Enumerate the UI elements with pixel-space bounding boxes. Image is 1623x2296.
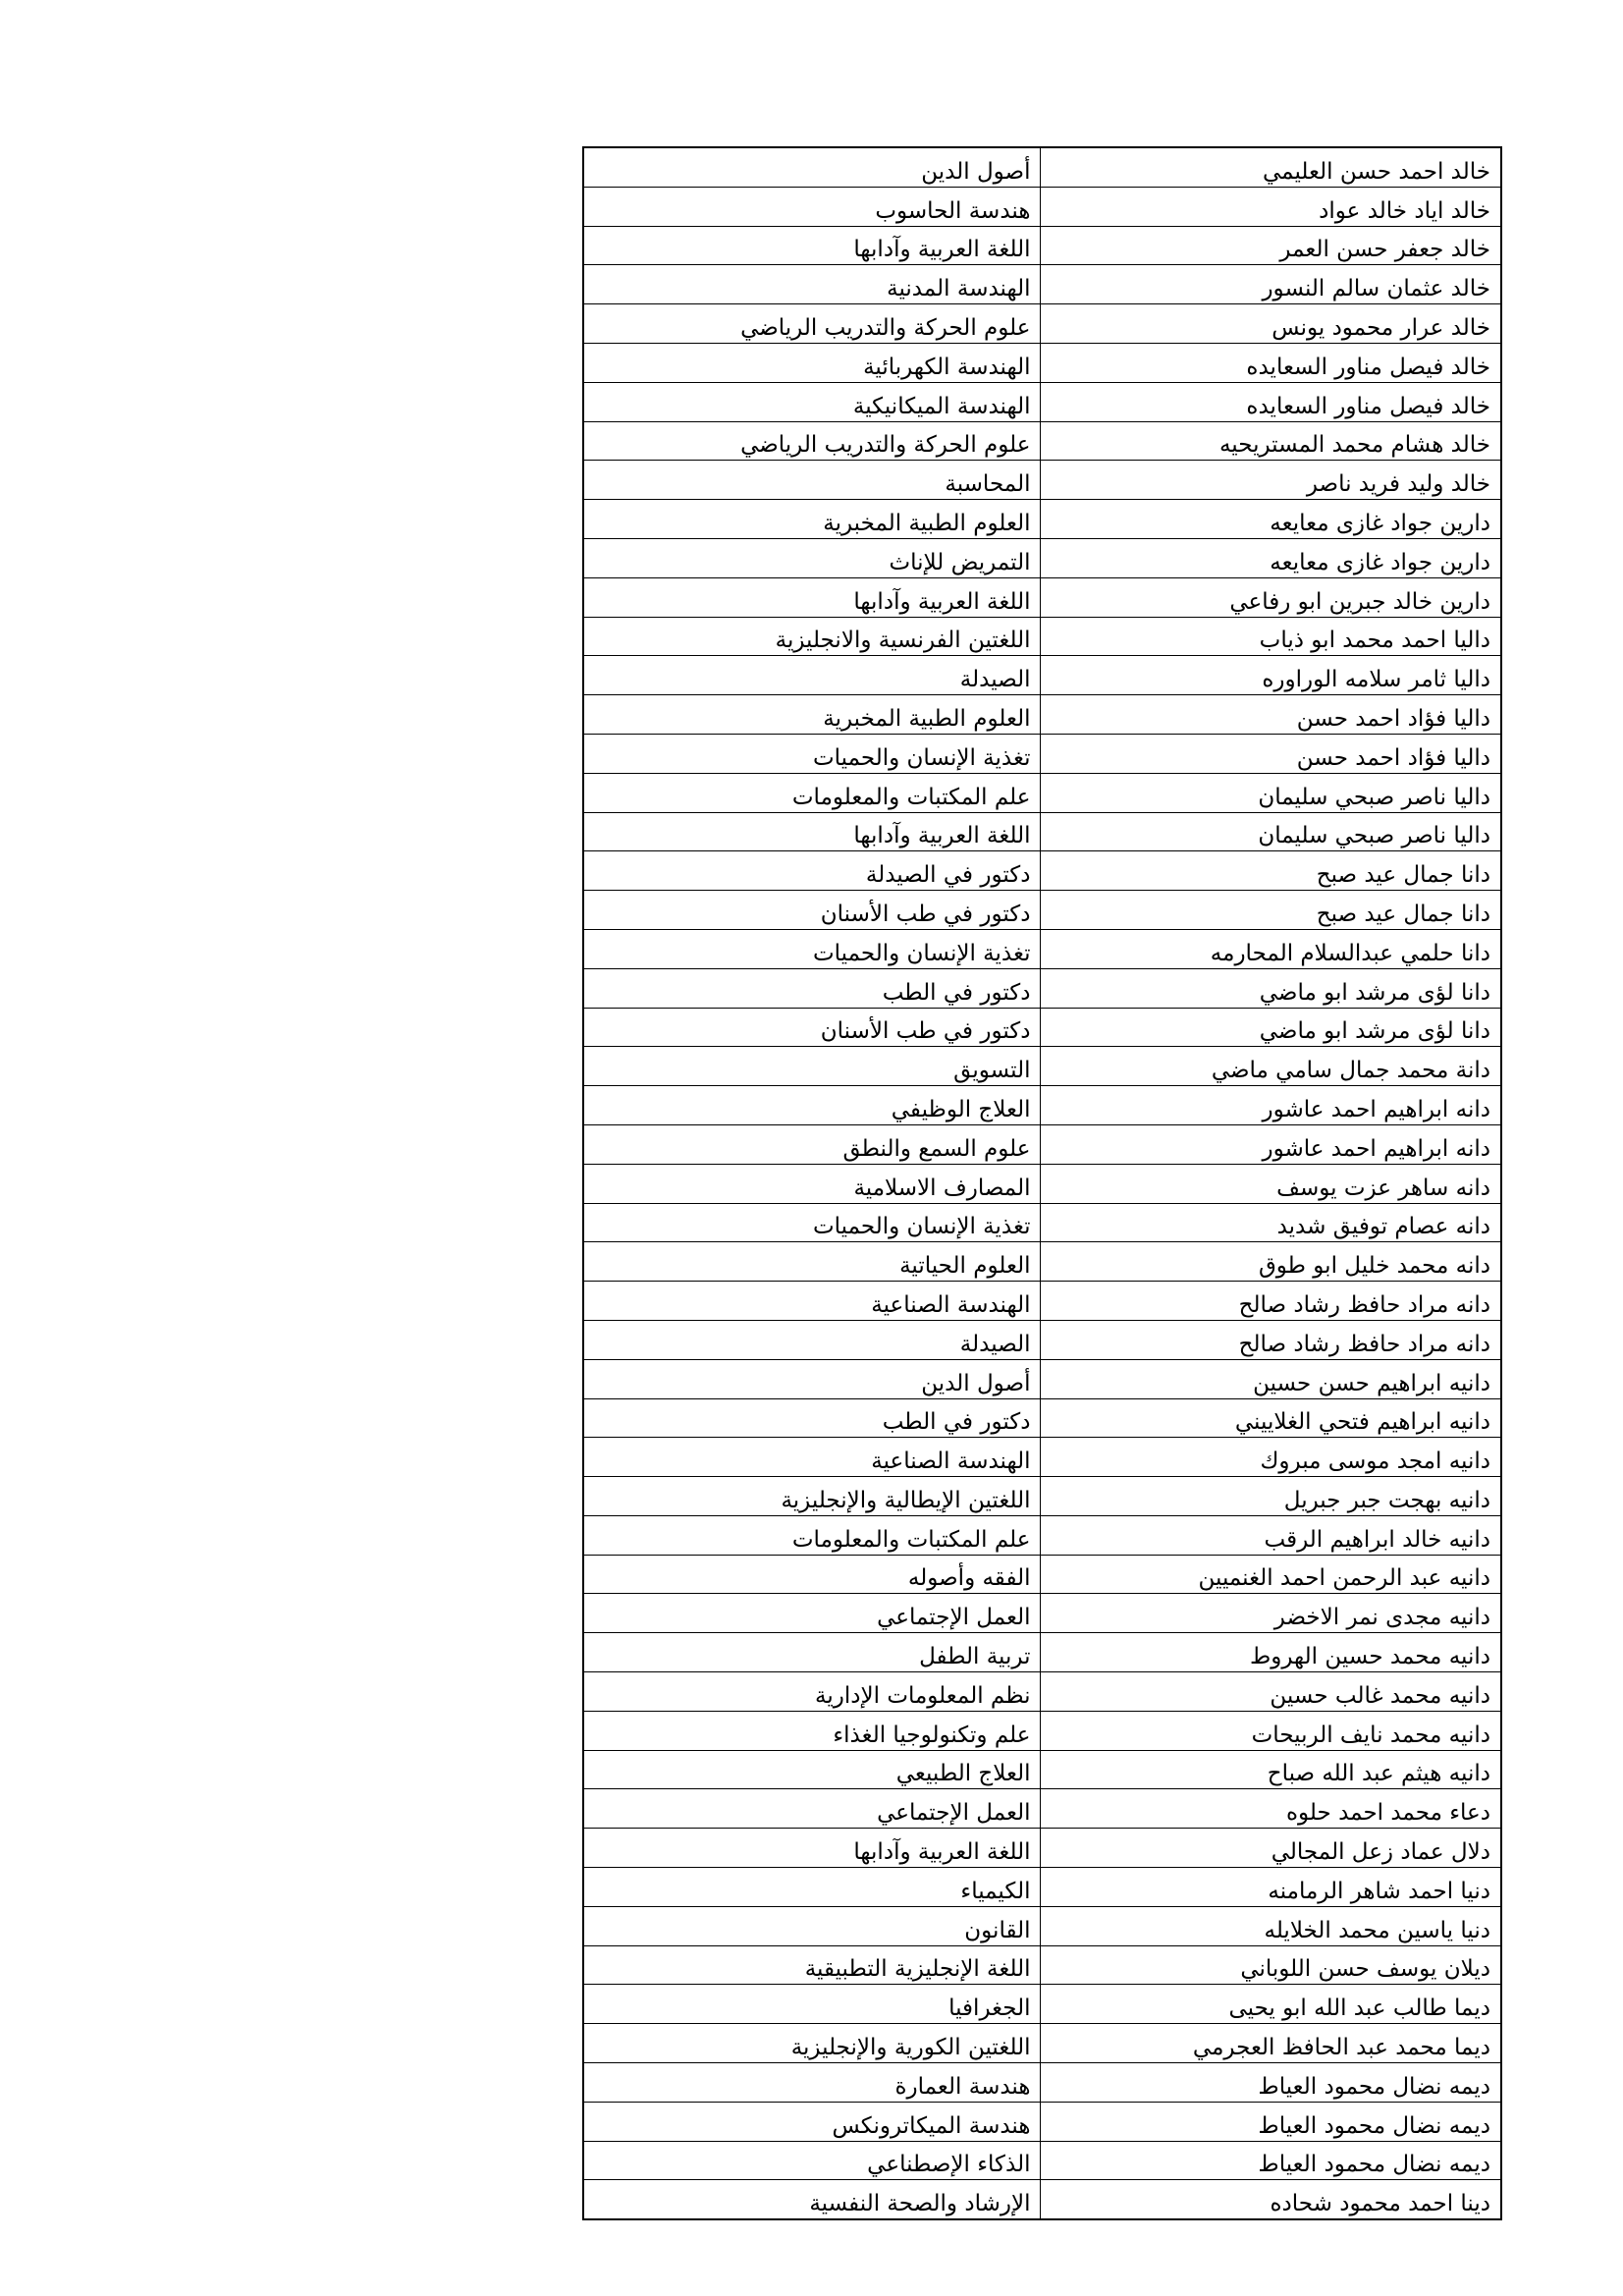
major-cell: دكتور في الصيدلة bbox=[583, 851, 1041, 891]
table-row bbox=[583, 538, 1501, 577]
table-row bbox=[583, 1945, 1501, 1985]
table-row bbox=[583, 1398, 1501, 1438]
major-cell: الهندسة المدنية bbox=[583, 265, 1041, 304]
table-row bbox=[583, 147, 1501, 187]
table-row bbox=[583, 2063, 1501, 2103]
student-name-cell: ديمه نضال محمود العياط bbox=[1041, 2141, 1501, 2180]
student-name-cell: دانا لؤى مرشد ابو ماضي bbox=[1041, 968, 1501, 1008]
major-cell: اللغة العربية وآدابها bbox=[583, 812, 1041, 851]
table-row bbox=[583, 187, 1501, 226]
major-cell: التمريض للإناث bbox=[583, 538, 1041, 577]
table-row bbox=[583, 1829, 1501, 1868]
table-row bbox=[583, 891, 1501, 930]
table-row bbox=[583, 1008, 1501, 1047]
student-name-cell: خالد احمد حسن العليمي bbox=[1041, 147, 1501, 187]
table-row bbox=[583, 577, 1501, 617]
table-row bbox=[583, 1124, 1501, 1164]
major-cell: الهندسة الكهربائية bbox=[583, 343, 1041, 382]
student-name-cell: دانه مراد حافظ رشاد صالح bbox=[1041, 1282, 1501, 1321]
student-name-cell: دانه محمد خليل ابو طوق bbox=[1041, 1242, 1501, 1282]
major-cell: الكيمياء bbox=[583, 1868, 1041, 1907]
table-row bbox=[583, 1594, 1501, 1633]
table-row bbox=[583, 929, 1501, 968]
major-cell: الفقه وأصوله bbox=[583, 1555, 1041, 1594]
major-cell: علوم السمع والنطق bbox=[583, 1124, 1041, 1164]
table-row bbox=[583, 812, 1501, 851]
table-row bbox=[583, 1320, 1501, 1359]
major-cell: العمل الإجتماعي bbox=[583, 1594, 1041, 1633]
major-cell: العلوم الحياتية bbox=[583, 1242, 1041, 1282]
major-cell: اللغتين الإيطالية والإنجليزية bbox=[583, 1477, 1041, 1516]
table-row bbox=[583, 2141, 1501, 2180]
student-name-cell: دانه مراد حافظ رشاد صالح bbox=[1041, 1320, 1501, 1359]
student-name-cell: دانا جمال عيد صبح bbox=[1041, 891, 1501, 930]
table-row bbox=[583, 968, 1501, 1008]
table-row bbox=[583, 304, 1501, 344]
major-cell: هندسة العمارة bbox=[583, 2063, 1041, 2103]
major-cell: هندسة الميكاترونكس bbox=[583, 2102, 1041, 2141]
table-row bbox=[583, 695, 1501, 735]
major-cell: تغذية الإنسان والحميات bbox=[583, 1203, 1041, 1242]
student-name-cell: دنيا احمد شاهر الرمامنه bbox=[1041, 1868, 1501, 1907]
major-cell: اللغتين الكورية والإنجليزية bbox=[583, 2024, 1041, 2063]
major-cell: اللغة العربية وآدابها bbox=[583, 226, 1041, 265]
student-name-cell: خالد فيصل مناور السعايده bbox=[1041, 382, 1501, 421]
major-cell: تربية الطفل bbox=[583, 1633, 1041, 1672]
student-name-cell: خالد عثمان سالم النسور bbox=[1041, 265, 1501, 304]
major-cell: العلاج الطبيعي bbox=[583, 1750, 1041, 1789]
student-name-cell: دانيه محمد حسين الهروط bbox=[1041, 1633, 1501, 1672]
major-cell: القانون bbox=[583, 1906, 1041, 1945]
table-row bbox=[583, 1633, 1501, 1672]
table-row bbox=[583, 1711, 1501, 1750]
major-cell: اللغة الإنجليزية التطبيقية bbox=[583, 1945, 1041, 1985]
major-cell: اللغة العربية وآدابها bbox=[583, 1829, 1041, 1868]
student-name-cell: دينا احمد محمود شحاده bbox=[1041, 2180, 1501, 2219]
student-name-cell: دنيا ياسين محمد الخلايله bbox=[1041, 1906, 1501, 1945]
student-name-cell: خالد وليد فريد ناصر bbox=[1041, 461, 1501, 500]
table-row bbox=[583, 1359, 1501, 1398]
major-cell: المحاسبة bbox=[583, 461, 1041, 500]
major-cell: دكتور في طب الأسنان bbox=[583, 891, 1041, 930]
major-cell: علم وتكنولوجيا الغذاء bbox=[583, 1711, 1041, 1750]
student-name-cell: داليا فؤاد احمد حسن bbox=[1041, 734, 1501, 773]
major-cell: العلوم الطبية المخبرية bbox=[583, 695, 1041, 735]
student-name-cell: دانيه امجد موسى مبروك bbox=[1041, 1438, 1501, 1477]
table-row bbox=[583, 1282, 1501, 1321]
student-name-cell: دانيه عبد الرحمن احمد الغنميين bbox=[1041, 1555, 1501, 1594]
student-name-cell: ديمه نضال محمود العياط bbox=[1041, 2102, 1501, 2141]
student-name-cell: دارين جواد غازى معايعه bbox=[1041, 538, 1501, 577]
table-row bbox=[583, 1868, 1501, 1907]
major-cell: الصيدلة bbox=[583, 1320, 1041, 1359]
table-row bbox=[583, 1086, 1501, 1125]
student-name-cell: خالد جعفر حسن العمر bbox=[1041, 226, 1501, 265]
major-cell: العمل الإجتماعي bbox=[583, 1789, 1041, 1829]
major-cell: تغذية الإنسان والحميات bbox=[583, 929, 1041, 968]
table-row bbox=[583, 1242, 1501, 1282]
student-name-cell: دانيه خالد ابراهيم الرقب bbox=[1041, 1515, 1501, 1555]
student-name-cell: دانيه محمد غالب حسين bbox=[1041, 1672, 1501, 1712]
table-row bbox=[583, 421, 1501, 461]
student-name-cell: دانه عصام توفيق شديد bbox=[1041, 1203, 1501, 1242]
student-name-cell: دانا جمال عيد صبح bbox=[1041, 851, 1501, 891]
student-name-cell: دانيه مجدى نمر الاخضر bbox=[1041, 1594, 1501, 1633]
major-cell: هندسة الحاسوب bbox=[583, 187, 1041, 226]
table-row bbox=[583, 500, 1501, 539]
table-row bbox=[583, 617, 1501, 656]
table-body bbox=[583, 147, 1501, 2219]
major-cell: المصارف الاسلامية bbox=[583, 1164, 1041, 1203]
student-name-cell: ديما محمد عبد الحافظ العجرمي bbox=[1041, 2024, 1501, 2063]
student-name-cell: دانه ابراهيم احمد عاشور bbox=[1041, 1124, 1501, 1164]
major-cell: الذكاء الإصطناعي bbox=[583, 2141, 1041, 2180]
major-cell: الجغرافيا bbox=[583, 1985, 1041, 2024]
major-cell: علوم الحركة والتدريب الرياضي bbox=[583, 304, 1041, 344]
student-name-cell: داليا فؤاد احمد حسن bbox=[1041, 695, 1501, 735]
major-cell: أصول الدين bbox=[583, 147, 1041, 187]
table-row bbox=[583, 1438, 1501, 1477]
student-name-cell: داليا ثامر سلامه الوراوره bbox=[1041, 656, 1501, 695]
major-cell: اللغة العربية وآدابها bbox=[583, 577, 1041, 617]
major-cell: علم المكتبات والمعلومات bbox=[583, 773, 1041, 812]
major-cell: الهندسة الصناعية bbox=[583, 1438, 1041, 1477]
major-cell: الصيدلة bbox=[583, 656, 1041, 695]
student-name-cell: دانيه هيثم عبد الله صباح bbox=[1041, 1750, 1501, 1789]
table-row bbox=[583, 1555, 1501, 1594]
table-row bbox=[583, 2180, 1501, 2219]
major-cell: تغذية الإنسان والحميات bbox=[583, 734, 1041, 773]
table-row bbox=[583, 343, 1501, 382]
student-name-cell: خالد عرار محمود يونس bbox=[1041, 304, 1501, 344]
table-row bbox=[583, 1985, 1501, 2024]
student-name-cell: ديما طالب عبد الله ابو يحيى bbox=[1041, 1985, 1501, 2024]
table-row bbox=[583, 773, 1501, 812]
table-row bbox=[583, 1047, 1501, 1086]
table-row bbox=[583, 1164, 1501, 1203]
student-name-cell: دانه ابراهيم احمد عاشور bbox=[1041, 1086, 1501, 1125]
student-name-cell: دانا لؤى مرشد ابو ماضي bbox=[1041, 1008, 1501, 1047]
table-row bbox=[583, 1906, 1501, 1945]
major-cell: اللغتين الفرنسية والانجليزية bbox=[583, 617, 1041, 656]
table-row bbox=[583, 1750, 1501, 1789]
table-row bbox=[583, 656, 1501, 695]
student-name-cell: دانيه بهجت جبر جبريل bbox=[1041, 1477, 1501, 1516]
student-name-cell: دارين جواد غازى معايعه bbox=[1041, 500, 1501, 539]
table-row bbox=[583, 265, 1501, 304]
table-row bbox=[583, 2024, 1501, 2063]
table-row bbox=[583, 1789, 1501, 1829]
table-row bbox=[583, 1477, 1501, 1516]
table-row bbox=[583, 851, 1501, 891]
student-name-cell: دانيه محمد نايف الربيحات bbox=[1041, 1711, 1501, 1750]
table-row bbox=[583, 734, 1501, 773]
names-majors-table bbox=[582, 146, 1502, 2220]
student-name-cell: خالد هشام محمد المستريحيه bbox=[1041, 421, 1501, 461]
major-cell: العلاج الوظيفي bbox=[583, 1086, 1041, 1125]
student-name-cell: دانا حلمي عبدالسلام المحارمه bbox=[1041, 929, 1501, 968]
major-cell: دكتور في الطب bbox=[583, 1398, 1041, 1438]
student-name-cell: داليا ناصر صبحي سليمان bbox=[1041, 812, 1501, 851]
major-cell: علوم الحركة والتدريب الرياضي bbox=[583, 421, 1041, 461]
student-name-cell: خالد اياد خالد عواد bbox=[1041, 187, 1501, 226]
major-cell: الهندسة الميكانيكية bbox=[583, 382, 1041, 421]
major-cell: الإرشاد والصحة النفسية bbox=[583, 2180, 1041, 2219]
student-name-cell: دانه ساهر عزت يوسف bbox=[1041, 1164, 1501, 1203]
student-name-cell: دارين خالد جبرين ابو رفاعي bbox=[1041, 577, 1501, 617]
table-row bbox=[583, 1203, 1501, 1242]
major-cell: علم المكتبات والمعلومات bbox=[583, 1515, 1041, 1555]
table-row bbox=[583, 226, 1501, 265]
student-name-cell: داليا ناصر صبحي سليمان bbox=[1041, 773, 1501, 812]
major-cell: أصول الدين bbox=[583, 1359, 1041, 1398]
table-row bbox=[583, 382, 1501, 421]
major-cell: نظم المعلومات الإدارية bbox=[583, 1672, 1041, 1712]
student-name-cell: داليا احمد محمد ابو ذياب bbox=[1041, 617, 1501, 656]
student-name-cell: ديمه نضال محمود العياط bbox=[1041, 2063, 1501, 2103]
major-cell: دكتور في الطب bbox=[583, 968, 1041, 1008]
student-name-cell: خالد فيصل مناور السعايده bbox=[1041, 343, 1501, 382]
student-name-cell: دانيه ابراهيم فتحي الغلاييني bbox=[1041, 1398, 1501, 1438]
student-name-cell: ديلان يوسف حسن اللوباني bbox=[1041, 1945, 1501, 1985]
major-cell: التسويق bbox=[583, 1047, 1041, 1086]
student-name-cell: دانيه ابراهيم حسن حسين bbox=[1041, 1359, 1501, 1398]
table-row bbox=[583, 1515, 1501, 1555]
student-name-cell: دانة محمد جمال سامي ماضي bbox=[1041, 1047, 1501, 1086]
student-name-cell: دلال عماد زعل المجالي bbox=[1041, 1829, 1501, 1868]
table-row bbox=[583, 1672, 1501, 1712]
major-cell: دكتور في طب الأسنان bbox=[583, 1008, 1041, 1047]
major-cell: العلوم الطبية المخبرية bbox=[583, 500, 1041, 539]
table-row bbox=[583, 461, 1501, 500]
student-name-cell: دعاء محمد احمد حلوه bbox=[1041, 1789, 1501, 1829]
major-cell: الهندسة الصناعية bbox=[583, 1282, 1041, 1321]
table-row bbox=[583, 2102, 1501, 2141]
